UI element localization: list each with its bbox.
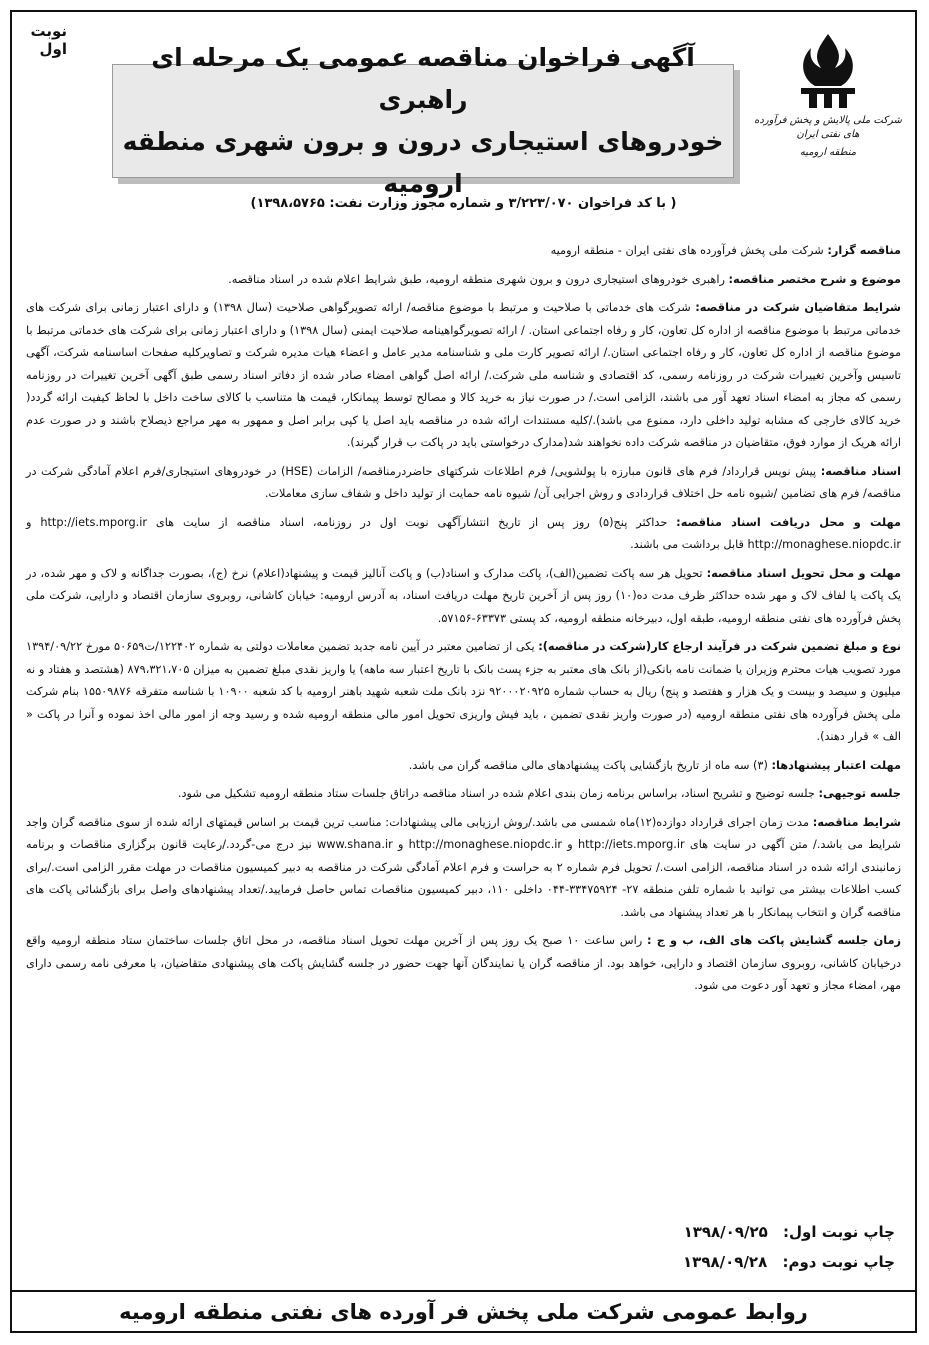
section-label: مناقصه گزار: (827, 244, 901, 257)
section-label: شرایط متقاضیان شرکت در مناقصه: (695, 301, 902, 314)
tender-notice (10, 10, 917, 1333)
section-label: زمان جلسه گشایش پاکت های الف، ب و ج : (647, 934, 901, 947)
section-label: جلسه توجیهی: (818, 787, 901, 800)
section-text: شرکت های خدماتی با صلاحیت و مرتبط با موضوع مناقصه/ ارائه تصویرگواهی صلاحیت (سال ۱۳۹۸) و دارای اعتبار زمانی برای شرکت های خدماتی مرتبط با موضوع مناقصه از اداره کل تعاون، کار و رفاه اجتماعی استان. / ارائه تصویرگواهینامه صلاحیت ایمنی (سال ۱۳۹۸) و دارای اعتبار زمانی برای شرکت های خدماتی مرتبط با موضوع مناقصه از اداره کل تعاون، کار و رفاه اجتماعی استان./ ارائه تصویر کارت ملی و شناسنامه مدیر عامل و اعضاء هیات مدیره شرکت و تصاویرکلیه صفحات اساسنامه شرکت، آگهی تاسیس وآخرین تغییرات شرکت در روزنامه رسمی، کد اقتصادی و شناسه ملی شرکت./ ارائه اصل گواهی امضاء صادر شده از دفاتر اسناد رسمی طبق آگهی آخرین تغییرات در روزنامه رسمی که مجاز به امضاء اسناد تعهد آور می باشند، الزامی است./ در صورت نیاز به خرید کالا و مصالح توسط پیمانکار، قیمت ها متناسب با کالای ساخت داخل با لحاظ کیفیت ارائه گردد( خرید کالای خارجی که مشابه تولید داخلی دارد، ممنوع می باشد)./کلیه مستندات ارائه شده در مناقصه باید اصل یا کپی برابر اصل و ممهور به مهر مراجع ذیصلاح باشند و در صورت عدم ارائه هریک از موارد فوق، متقاضیان در مناقصه شرکت داده نخواهند شد(مدارک درخواستی باید در پاکت ب قرار گیرند). (26, 301, 901, 449)
section-label: موضوع و شرح مختصر مناقصه: (728, 272, 901, 286)
round-label: نوبت اول (30, 22, 67, 58)
date-label: چاپ نوبت دوم: (782, 1253, 895, 1271)
section-label: مهلت اعتبار پیشنهادها: (771, 758, 901, 772)
title-line-2: خودروهای استیجاری درون و برون شهری منطقه ارومیه (122, 127, 724, 198)
section-label: شرایط مناقصه: (812, 815, 902, 829)
section-text: مدت زمان اجرای قرارداد دوازده(۱۲)ماه شمسی می باشد./روش ارزیابی مالی پیشنهادات: مناسب ترین قیمت بر اساس قیمتهای ارائه شده از سوی مناقصه گران واجد شرایط می باشد./ متن آگهی در سایت های http://iets.mporg.ir و http://monaghese.niopdc.ir و www.shana.ir نیز درج می-گردد./رعایت قانون برگزاری مناقصات و برنامه زمانبندی ارائه شده در اسناد مناقصه، الزامی است./ تحویل فرم شماره ۲ به حراست و فرم اعلام آمادگی شرکت در مناقصه به دبیر کمیسیون مناقصات در مهلت مقرر الزامی است./برای کسب اطلاعات بیشتر می توانید با شماره تلفن منطقه ۲۷- ۳۳۴۷۵۹۲۴-۰۴۴ داخلی ۱۱۰، دبیر کمیسیون مناقصات تماس حاصل فرمایید./تعداد پیشنهادهای واصل برای بازگشائی پاکت های مناقصه گران و انتخاب پیمانکار با هر تعداد پیشنهاد می باشد. (26, 815, 902, 919)
section-document-pickup (26, 512, 901, 557)
section-label: اسناد مناقصه: (820, 464, 901, 478)
date-label: چاپ نوبت اول: (783, 1223, 895, 1241)
print-date-first (683, 1217, 895, 1247)
section-document-delivery (26, 563, 901, 631)
company-logo (753, 30, 903, 170)
section-opening (26, 930, 901, 998)
date-value: ۱۳۹۸/۰۹/۲۵ (683, 1223, 768, 1241)
print-date-second (683, 1247, 895, 1277)
company-name-line-2: منطقه ارومیه (799, 147, 857, 158)
section-text: پیش نویس قرارداد/ فرم های قانون مبارزه با پولشویی/ فرم اطلاعات شرکتهای حاضردرمناقصه/ الزامات (HSE) در خودروهای استیجاری/فرم اعلام آمادگی شرکت در مناقصه/ فرم های تضامین /شیوه نامه حل اختلاف قراردادی و روش اجرایی آن/ شیوه نامه حمایت از تولید داخل و شفاف سازی معاملات. (26, 464, 901, 500)
company-name-line-1: شرکت ملی پالایش و پخش فرآورده های نفتی ایران (754, 115, 902, 140)
section-label: مهلت و محل دریافت اسناد مناقصه: (676, 515, 901, 529)
section-eligibility (26, 297, 901, 455)
section-text: راهبری خودروهای استیجاری درون و برون شهری منطقه ارومیه، طبق شرایط اعلام شده در اسناد مناقصه. (228, 272, 729, 286)
section-documents (26, 461, 901, 506)
date-value: ۱۳۹۸/۰۹/۲۸ (683, 1253, 768, 1271)
section-label: نوع و مبلغ تضمین شرکت در فرآیند ارجاع کار(شرکت در مناقصه): (538, 640, 901, 653)
section-text: (۳) سه ماه از تاریخ بازگشایی پاکت پیشنهادهای مالی مناقصه گران می باشد. (408, 758, 772, 772)
title-box (112, 43, 734, 198)
section-tenderer (26, 240, 901, 263)
section-text: یکی از تضامین معتبر در آیین نامه جدید تضمین معاملات دولتی به شماره ۱۲۲۴۰۲/ت۵۰۶۵۹ مورخ ۱۳۹۴/۰۹/۲۲ مورد تصویب هیات محترم وزیران یا ضمانت نامه بانکی(از بانک های معتبر به جزء پست بانک با تاریخ اعتبار سه ماهه) یا واریز نقدی مبلغ تضمین به میزان ۸۷۹،۳۲۱،۷۰۵ (هشتصد و هفتاد و نه میلیون و سیصد و بیست و یک هزار و هفتصد و پنج) ریال به حساب شماره ۹۲۰۰۰۲۰۹۲۵ نزد بانک ملت شعبه شهید باهنر ارومیه با کد شعبه ۱۰۹۰۰ با شناسه متفرقه ۱۵۵۰۹۸۷۶ بنام شرکت ملی پخش فرآورده های نفتی منطقه ارومیه (در صورت واریز نقدی تضمین ، باید فیش واریزی تحویل امور مالی منطقه ارومیه شده و رسید وجه از امور مالی اخذ نموده و آنرا در پاکت « الف » قرار دهند). (26, 640, 901, 743)
title-line-1: آگهی فراخوان مناقصه عمومی یک مرحله ای راهبری (151, 43, 695, 114)
tender-code-line: ( با کد فراخوان ۳/۲۲۳/۰۷۰ و شماره مجوز وزارت نفت: ۱۳۹۸،۵۷۶۵) (250, 196, 677, 211)
section-subject (26, 269, 901, 292)
footer-signature: روابط عمومی شرکت ملی پخش فر آورده های نفتی منطقه ارومیه (119, 1300, 808, 1324)
section-text: شرکت ملی پخش فرآورده های نفتی ایران - منطقه ارومیه (550, 244, 828, 257)
section-label: مهلت و محل تحویل اسناد مناقصه: (706, 566, 901, 580)
section-text: جلسه توضیح و تشریح اسناد، براساس برنامه زمان بندی اعلام شده در اسناد مناقصه دراتاق جلسات ستاد منطقه ارومیه تشکیل می شود. (177, 787, 819, 800)
section-text: حداکثر پنج(۵) روز پس از تاریخ انتشارآگهی نوبت اول در روزنامه، اسناد مناقصه از سایت های http://iets.mporg.ir و http://monaghese.niopdc.ir قابل برداشت می باشند. (26, 515, 901, 551)
nioPDC-flame-logo-icon (783, 30, 873, 110)
section-text: راس ساعت ۱۰ صبح یک روز پس از آخرین مهلت تحویل اسناد مناقصه، در محل اتاق جلسات ساختمان ستاد منطقه ارومیه واقع درخیابان کاشانی، روبروی سازمان اقتصاد و دارایی، خواهد بود. از مناقصه گران یا نمایندگان آنها جهت حضور در جلسه گشایش پاکت های پیشنهادی متقاضیان، با معرفی نامه رسمی دارای مهر، امضاء مجاز و تعهد آور دعوت می شود. (26, 934, 901, 992)
section-briefing (26, 783, 901, 806)
section-validity (26, 755, 901, 778)
section-text: تحویل هر سه پاکت تضمین(الف)، پاکت مدارک و اسناد(ب) و پاکت آنالیز قیمت و پیشنهاد(اعلام) نرخ (ج)، بصورت جداگانه و لاک و مهر شده، در یک پاکت یا لفاف لاک و مهر شده حداکثر ظرف مدت ده(۱۰) روز پس از آخرین تاریخ مهلت دریافت اسناد، به آدرس ارومیه: خیابان کاشانی، روبروی سازمان اقتصاد و دارایی، شرکت ملی پخش فرآورده های نفتی منطقه ارومیه، طبقه اول، دبیرخانه منطقه ارومیه، کد پستی ۶۳۳۷۳-۵۷۱۵۶. (26, 566, 901, 625)
print-dates (683, 1217, 895, 1277)
notice-body (26, 240, 901, 1004)
footer-divider (12, 1290, 915, 1292)
section-guarantee (26, 636, 901, 749)
section-conditions (26, 812, 901, 925)
